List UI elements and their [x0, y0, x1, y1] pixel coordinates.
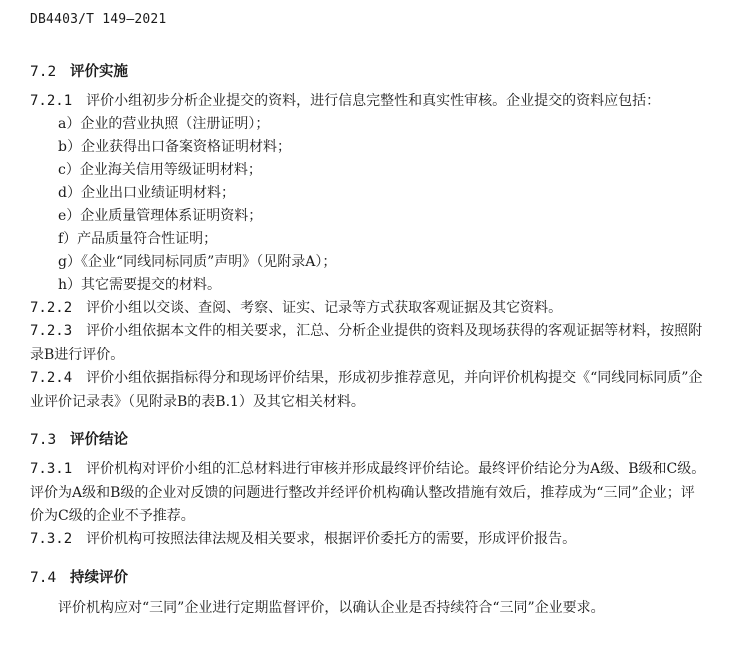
list-item-a: a）企业的营业执照（注册证明）； — [58, 116, 270, 132]
document-code: DB4403/T 149—2021 — [30, 12, 167, 27]
section-title: 评价实施 — [70, 64, 128, 80]
list-item-g: g）《企业“同线同标同质”声明》（见附录A）； — [58, 254, 337, 270]
list-item-h: h）其它需要提交的材料。 — [58, 277, 222, 293]
clause-text: 评价小组依据本文件的相关要求，汇总、分析企业提供的资料及现场获得的客观证据等材料，按照附录B进行评价。 — [30, 323, 703, 363]
list-item-e: e）企业质量管理体系证明资料； — [58, 208, 263, 224]
clause-7-2-4 — [30, 367, 708, 414]
clause-number: 7.3.1 — [30, 461, 73, 477]
clause-text: 评价机构对评价小组的汇总材料进行审核并形成最终评价结论。最终评价结论分为A级、B级和C级。评价为A级和B级的企业对反馈的问题进行整改并经评价机构确认整改措施有效后，推荐成为“三同”企业；评价为C级的企业不予推荐。 — [30, 461, 706, 524]
clause-7-2-3 — [30, 320, 708, 367]
list-item-f: f）产品质量符合性证明； — [58, 231, 218, 247]
section-heading-7-4 — [30, 566, 128, 587]
clause-text: 评价小组以交谈、查阅、考察、证实、记录等方式获取客观证据及其它资料。 — [86, 300, 563, 316]
section-title: 评价结论 — [70, 432, 128, 448]
clause-number: 7.2.2 — [30, 300, 73, 316]
clause-7-3-1 — [30, 458, 708, 529]
clause-number: 7.3.2 — [30, 531, 73, 547]
clause-7-3-2 — [30, 528, 708, 552]
clause-text: 评价小组依据指标得分和现场评价结果，形成初步推荐意见，并向评价机构提交《“同线同标同质”企业评价记录表》（见附录B的表B.1）及其它相关材料。 — [30, 370, 703, 410]
clause-7-4-body: 评价机构应对“三同”企业进行定期监督评价，以确认企业是否持续符合“三同”企业要求。 — [58, 600, 605, 616]
section-number: 7.4 — [30, 570, 57, 586]
list-item-b: b）企业获得出口备案资格证明材料； — [58, 139, 291, 155]
clause-number: 7.2.4 — [30, 370, 73, 386]
clause-number: 7.2.1 — [30, 93, 73, 109]
section-heading-7-3 — [30, 428, 128, 449]
clause-number: 7.2.3 — [30, 323, 73, 339]
section-heading-7-2 — [30, 60, 128, 81]
clause-text: 评价机构可按照法律法规及相关要求，根据评价委托方的需要，形成评价报告。 — [86, 531, 577, 547]
list-item-d: d）企业出口业绩证明材料； — [58, 185, 235, 201]
list-item-c: c）企业海关信用等级证明材料； — [58, 162, 262, 178]
clause-7-2-2 — [30, 297, 708, 321]
section-number: 7.2 — [30, 64, 57, 80]
clause-7-2-1 — [30, 90, 708, 114]
section-title: 持续评价 — [70, 570, 128, 586]
clause-text: 评价小组初步分析企业提交的资料，进行信息完整性和真实性审核。企业提交的资料应包括： — [86, 93, 661, 109]
section-number: 7.3 — [30, 432, 57, 448]
